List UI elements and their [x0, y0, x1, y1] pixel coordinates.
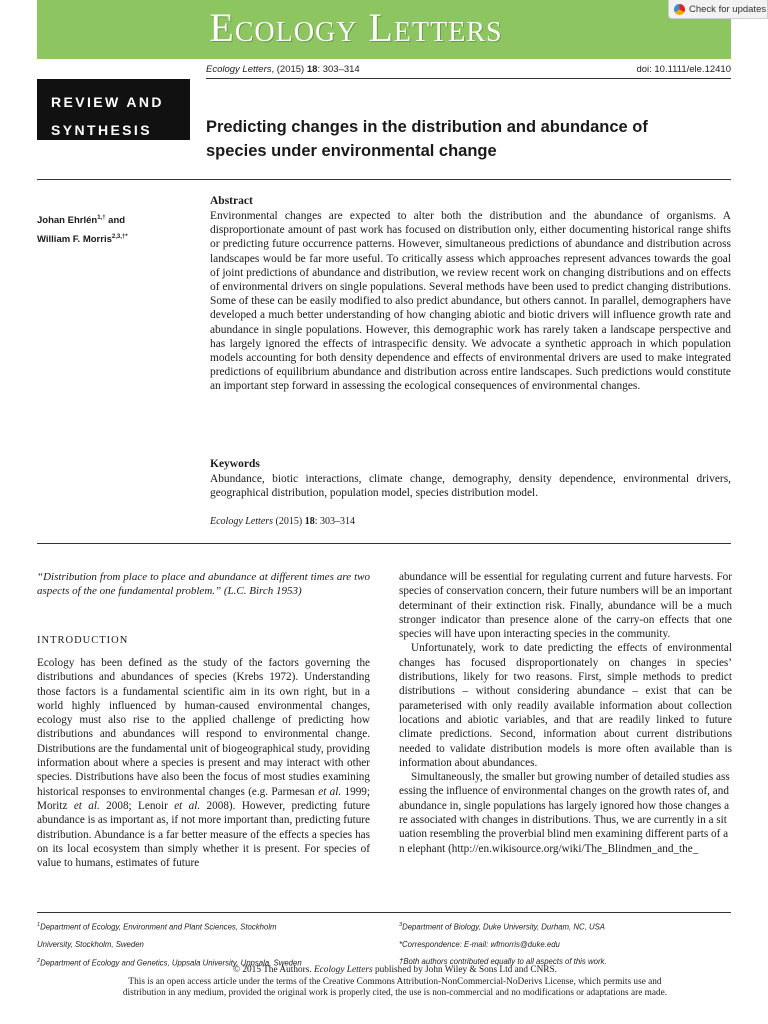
crossmark-icon	[674, 4, 685, 15]
author-name[interactable]: Johan Ehrlén	[37, 215, 98, 227]
article-title: Predicting changes in the distribution and abundance of species under environmental change	[206, 118, 648, 160]
title-rule	[37, 179, 731, 180]
journal-citation: Ecology Letters (2015) 18: 303–314	[210, 516, 355, 527]
body-paragraph: Simultaneously, the smaller but growing number of detailed studies assessing the influence of environmental changes on the growth rates of, and abundance in, single populations has largely ignored how those changes are associated with changes in distributions. Thus, we are currently in a situation resembling the proverbial blind men examining different parts of an elephant (http://en.wikisource.org/wiki/The_Blindmen_and_the_	[399, 771, 730, 855]
abstract-heading: Abstract	[210, 195, 253, 207]
header-citation: Ecology Letters, (2015) 18: 303–314	[206, 64, 360, 75]
license-notice: © 2015 The Authors. Ecology Letters published by John Wiley & Sons Ltd and CNRS. This is an open access article under the terms of the Creative Commons Attribution-NonCommercial-NoDerivs License, which permits use and distribution in any medium, provided the original work is properly cited, the use is non-commercial and no modifications or adaptations are made.	[122, 965, 668, 998]
body-paragraph: Ecology has been defined as the study of the factors governing the distributions and abundances of species (Krebs 1972). Understanding those factors is a fundamental scientific aim in its own right, but in a world highly influenced by human-caused environmental changes, ecology must also rise to the applied challenge of predicting how distributions and abundances will respond to environmental change. Distributions are the fundamental unit of biogeographical study, providing information about where a species is present and may interact with other species. Distributions have also been the focus of most studies examining historical responses to environmental changes (e.g. Parmesan et al. 1999; Moritz et al. 2008; Lenoir et al. 2008). However, predicting future abundance is as important as, if not more important than, predicting future distribution. Abundance is a far better measure of the effects a species has on its local ecosystem than simply whether it is present. For species of value to humans, estimates of future	[37, 657, 370, 870]
doi-link[interactable]: doi: 10.1111/ele.12410	[636, 64, 731, 75]
journal-title: Ecology Letters	[209, 5, 503, 50]
body-paragraph: Unfortunately, work to date predicting the effects of environmental changes has focused disproportionately on changes in species’ distributions, likely for two reasons. First, simple methods to predict distributions – without considering abundance – exist that can be parameterised with only readily available information about collection locations and abiotic variables, and that are readily linked to future climate predictions. Second, information about current distributions needed to validate distribution models is more often available than is information about abundances.	[399, 642, 732, 769]
author-list: Johan Ehrlén$^{1,\dagger}$ and William F. Morris$^{2,3,\dagger*}$	[37, 215, 128, 246]
body-column-right	[399, 570, 732, 856]
journal-masthead	[37, 0, 731, 59]
footnote-rule	[37, 912, 731, 913]
keywords-text: Abundance, biotic interactions, climate change, demography, density dependence, environmental drivers, geographical distribution, population model, species distribution model.	[210, 473, 731, 500]
affiliation-footnotes: $^1$Department of Ecology, Environment and Plant Sciences, Stockholm University, Stockholm, Sweden $^2$Department of Ecology and Genetics, Uppsala University, Uppsala, Sweden	[37, 922, 302, 968]
correspondence-footnotes: $^3$Department of Biology, Duke University, Durham, NC, USA *Correspondence: E-mail: wfmorris@duke.edu †Both authors contributed equally to all aspects of this work.	[399, 922, 607, 966]
check-for-updates-label: Check for updates	[689, 3, 767, 15]
body-paragraph: abundance will be essential for regulating current and future harvests. For species of conservation concern, their future numbers will be an important determinant of their extinction risk. Finally, abundance will be a much stronger indicator than presence alone of the carry-on effects that one species will have upon interacting species in the community.	[399, 571, 732, 641]
abstract-rule	[37, 543, 731, 544]
author-name[interactable]: William F. Morris	[37, 234, 112, 246]
introduction-heading: INTRODUCTION	[37, 635, 129, 646]
body-column-left	[37, 656, 370, 870]
header-rule	[206, 78, 731, 79]
keywords-heading: Keywords	[210, 458, 260, 470]
check-for-updates-button[interactable]	[668, 0, 768, 19]
abstract-text: Environmental changes are expected to alter both the distribution and the abundance of organisms. A disproportionate amount of past work has focused on distribution only, either documenting historical range shifts or predicting future occurrence patterns. However, simultaneous predictions of abundance and distribution across landscapes would be far more useful. To critically assess which approaches represent advances towards the goal of joint predictions of abundance and distribution, we review recent work on changing distributions and on effects of environmental drivers on single populations. Several methods have been used to predict changing distributions. Some of these can be easily modified to also predict abundance, but others cannot. In parallel, demographers have developed a much better understanding of how changing abiotic and biotic drivers will influence growth rate and abundance in single populations. However, this demographic work has rarely taken a landscape perspective and has largely ignored the effects of intraspecific density. We advocate a synthetic approach in which population models accounting for both density dependence and effects of environmental drivers are used to make integrated predictions of equilibrium abundance and distribution across entire landscapes. Such predictions would constitute an important step forward in assessing the ecological consequences of environmental changes.	[210, 210, 731, 393]
article-type-badge: REVIEW AND SYNTHESIS	[37, 79, 190, 140]
correspondence-email[interactable]: *Correspondence: E-mail: wfmorris@duke.edu	[399, 939, 560, 949]
epigraph-quote: “Distribution from place to place and abundance at different times are two aspects of the one fundamental problem.” (L.C. Birch 1953)	[37, 571, 370, 597]
